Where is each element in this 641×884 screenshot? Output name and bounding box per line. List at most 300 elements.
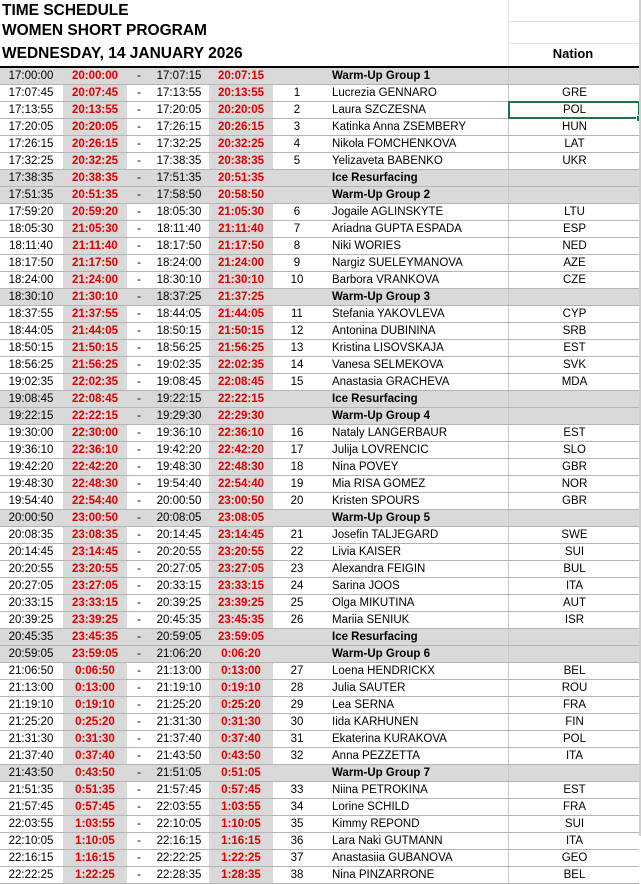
end-time-local-cell[interactable]: 20:38:35 — [209, 153, 273, 169]
start-number-cell[interactable]: 7 — [293, 223, 301, 235]
start-time-cell[interactable]: 17:51:35 — [8, 189, 54, 201]
schedule-row[interactable] — [0, 850, 639, 867]
start-number-cell[interactable] — [278, 289, 316, 305]
nation-column-header[interactable]: Nation — [552, 46, 594, 61]
nation-cell[interactable] — [508, 391, 640, 407]
schedule-row[interactable] — [0, 748, 639, 765]
time-separator[interactable]: - — [137, 325, 141, 337]
start-time-cell[interactable]: 19:48:30 — [8, 478, 54, 490]
end-time-local-cell[interactable]: 20:26:15 — [209, 119, 273, 135]
schedule-row[interactable] — [0, 782, 639, 799]
end-time-local-cell[interactable]: 0:19:10 — [209, 680, 273, 696]
start-number-cell[interactable]: 36 — [290, 835, 304, 847]
end-time-local-cell[interactable]: 22:02:35 — [209, 357, 273, 373]
start-time-cell[interactable]: 21:37:40 — [8, 750, 54, 762]
schedule-group-row[interactable] — [0, 187, 639, 204]
schedule-row[interactable] — [0, 663, 639, 680]
schedule-row[interactable] — [0, 425, 639, 442]
skater-name-cell[interactable]: Niki WORIES — [332, 240, 401, 252]
end-time-cell[interactable]: 22:28:35 — [156, 869, 202, 881]
end-time-local-cell[interactable]: 21:17:50 — [209, 238, 273, 254]
start-time-cell[interactable]: 17:59:20 — [8, 206, 54, 218]
end-time-cell[interactable]: 19:48:30 — [156, 461, 202, 473]
end-time-cell[interactable]: 19:42:20 — [156, 444, 202, 456]
nation-cell[interactable]: ITA — [508, 748, 640, 764]
start-number-cell[interactable]: 3 — [293, 121, 301, 133]
nation-cell[interactable]: NED — [508, 238, 640, 254]
segment-label-cell[interactable]: Ice Resurfacing — [332, 172, 418, 184]
start-number-cell[interactable]: 18 — [290, 461, 304, 473]
nation-cell[interactable]: MDA — [508, 374, 640, 390]
schedule-row[interactable] — [0, 578, 639, 595]
end-time-local-cell[interactable]: 22:29:30 — [209, 408, 273, 424]
skater-name-cell[interactable]: Nikola FOMCHENKOVA — [332, 138, 457, 150]
nation-cell[interactable]: ITA — [508, 833, 640, 849]
end-time-cell[interactable]: 18:50:15 — [156, 325, 202, 337]
time-separator[interactable]: - — [137, 614, 141, 626]
skater-name-cell[interactable]: Katinka Anna ZSEMBERY — [332, 121, 467, 133]
start-number-cell[interactable]: 31 — [290, 733, 304, 745]
end-time-cell[interactable]: 18:44:05 — [156, 308, 202, 320]
start-time-local-cell[interactable]: 1:16:15 — [63, 850, 127, 866]
nation-cell[interactable]: ISR — [508, 612, 640, 628]
schedule-row[interactable] — [0, 714, 639, 731]
end-time-local-cell[interactable]: 0:57:45 — [209, 782, 273, 798]
time-separator[interactable]: - — [137, 376, 141, 388]
start-time-local-cell[interactable]: 21:05:30 — [63, 221, 127, 237]
segment-label-cell[interactable]: Warm-Up Group 2 — [332, 189, 430, 201]
schedule-row[interactable] — [0, 306, 639, 323]
end-time-cell[interactable]: 21:51:05 — [156, 767, 202, 779]
start-time-cell[interactable]: 18:24:00 — [8, 274, 54, 286]
start-time-local-cell[interactable]: 23:08:35 — [63, 527, 127, 543]
nation-cell[interactable]: LAT — [508, 136, 640, 152]
time-separator[interactable]: - — [137, 512, 141, 524]
end-time-cell[interactable]: 21:57:45 — [156, 784, 202, 796]
time-separator[interactable]: - — [137, 529, 141, 541]
end-time-cell[interactable]: 22:10:05 — [156, 818, 202, 830]
start-time-cell[interactable]: 17:00:00 — [8, 70, 54, 82]
end-time-local-cell[interactable]: 22:42:20 — [209, 442, 273, 458]
start-time-local-cell[interactable]: 23:33:15 — [63, 595, 127, 611]
nation-cell[interactable]: SWE — [508, 527, 640, 543]
nation-cell[interactable] — [508, 646, 640, 662]
end-time-cell[interactable]: 19:22:15 — [156, 393, 202, 405]
end-time-cell[interactable]: 17:58:50 — [156, 189, 202, 201]
nation-cell[interactable]: SLO — [508, 442, 640, 458]
segment-label-cell[interactable]: Warm-Up Group 3 — [332, 291, 430, 303]
skater-name-cell[interactable]: Julia SAUTER — [332, 682, 406, 694]
schedule-row[interactable] — [0, 323, 639, 340]
start-time-cell[interactable]: 17:07:45 — [8, 87, 54, 99]
nation-cell[interactable]: SUI — [508, 544, 640, 560]
start-number-cell[interactable]: 28 — [290, 682, 304, 694]
start-time-local-cell[interactable]: 21:56:25 — [63, 357, 127, 373]
start-time-cell[interactable]: 21:19:10 — [8, 699, 54, 711]
nation-cell[interactable]: EST — [508, 782, 640, 798]
nation-cell[interactable]: GRE — [508, 85, 640, 101]
end-time-cell[interactable]: 21:37:40 — [156, 733, 202, 745]
start-time-cell[interactable]: 21:57:45 — [8, 801, 54, 813]
end-time-local-cell[interactable]: 22:48:30 — [209, 459, 273, 475]
end-time-local-cell[interactable]: 21:24:00 — [209, 255, 273, 271]
nation-cell[interactable] — [508, 510, 640, 526]
end-time-cell[interactable]: 19:36:10 — [156, 427, 202, 439]
start-number-cell[interactable]: 13 — [290, 342, 304, 354]
schedule-row[interactable] — [0, 799, 639, 816]
schedule-row[interactable] — [0, 357, 639, 374]
start-time-cell[interactable]: 19:54:40 — [8, 495, 54, 507]
start-time-local-cell[interactable]: 23:00:50 — [63, 510, 127, 526]
start-time-local-cell[interactable]: 20:07:45 — [63, 85, 127, 101]
start-time-cell[interactable]: 17:32:25 — [8, 155, 54, 167]
schedule-row[interactable] — [0, 561, 639, 578]
end-time-local-cell[interactable]: 23:00:50 — [209, 493, 273, 509]
start-time-local-cell[interactable]: 0:13:00 — [63, 680, 127, 696]
nation-cell[interactable]: FIN — [508, 714, 640, 730]
schedule-row[interactable] — [0, 527, 639, 544]
skater-name-cell[interactable]: Lorine SCHILD — [332, 801, 410, 813]
nation-cell[interactable]: ROU — [508, 680, 640, 696]
time-separator[interactable]: - — [137, 852, 141, 864]
segment-label-cell[interactable]: Ice Resurfacing — [332, 393, 418, 405]
skater-name-cell[interactable]: Iida KARHUNEN — [332, 716, 419, 728]
start-time-local-cell[interactable]: 1:03:55 — [63, 816, 127, 832]
time-separator[interactable]: - — [137, 767, 141, 779]
start-number-cell[interactable]: 19 — [290, 478, 304, 490]
start-time-cell[interactable]: 19:08:45 — [8, 393, 54, 405]
skater-name-cell[interactable]: Mia RISA GOMEZ — [332, 478, 426, 490]
end-time-cell[interactable]: 18:05:30 — [156, 206, 202, 218]
start-number-cell[interactable] — [278, 408, 316, 424]
time-separator[interactable]: - — [137, 291, 141, 303]
nation-cell[interactable]: FRA — [508, 799, 640, 815]
start-number-cell[interactable]: 6 — [293, 206, 301, 218]
end-time-local-cell[interactable]: 21:56:25 — [209, 340, 273, 356]
end-time-local-cell[interactable]: 1:03:55 — [209, 799, 273, 815]
start-time-cell[interactable]: 21:43:50 — [8, 767, 54, 779]
schedule-group-row[interactable] — [0, 170, 639, 187]
end-time-cell[interactable]: 17:51:35 — [156, 172, 202, 184]
start-time-cell[interactable]: 20:20:55 — [8, 563, 54, 575]
end-time-cell[interactable]: 20:59:05 — [156, 631, 202, 643]
nation-cell[interactable]: POL — [508, 102, 640, 118]
end-time-local-cell[interactable]: 22:22:15 — [209, 391, 273, 407]
segment-label-cell[interactable]: Warm-Up Group 6 — [332, 648, 430, 660]
start-time-local-cell[interactable]: 21:17:50 — [63, 255, 127, 271]
start-number-cell[interactable]: 10 — [290, 274, 304, 286]
skater-name-cell[interactable]: Julija LOVRENCIC — [332, 444, 429, 456]
end-time-local-cell[interactable]: 0:31:30 — [209, 714, 273, 730]
segment-label-cell[interactable]: Warm-Up Group 4 — [332, 410, 430, 422]
end-time-local-cell[interactable]: 22:54:40 — [209, 476, 273, 492]
start-time-cell[interactable]: 21:06:50 — [8, 665, 54, 677]
time-separator[interactable]: - — [137, 801, 141, 813]
start-number-cell[interactable] — [278, 68, 316, 84]
nation-cell[interactable] — [508, 289, 640, 305]
start-time-local-cell[interactable]: 23:39:25 — [63, 612, 127, 628]
end-time-cell[interactable]: 22:22:25 — [156, 852, 202, 864]
start-time-local-cell[interactable]: 23:20:55 — [63, 561, 127, 577]
end-time-cell[interactable]: 19:02:35 — [156, 359, 202, 371]
start-number-cell[interactable]: 17 — [290, 444, 304, 456]
end-time-local-cell[interactable]: 23:27:05 — [209, 561, 273, 577]
start-number-cell[interactable] — [278, 170, 316, 186]
end-time-local-cell[interactable]: 1:16:15 — [209, 833, 273, 849]
start-time-local-cell[interactable]: 20:38:35 — [63, 170, 127, 186]
skater-name-cell[interactable]: Lara Naki GUTMANN — [332, 835, 443, 847]
end-time-local-cell[interactable]: 23:20:55 — [209, 544, 273, 560]
skater-name-cell[interactable]: Nargiz SUELEYMANOVA — [332, 257, 463, 269]
skater-name-cell[interactable]: Anna PEZZETTA — [332, 750, 420, 762]
skater-name-cell[interactable]: Kristina LISOVSKAJA — [332, 342, 444, 354]
time-separator[interactable]: - — [137, 87, 141, 99]
nation-cell[interactable]: GEO — [508, 850, 640, 866]
start-time-cell[interactable]: 19:02:35 — [8, 376, 54, 388]
start-time-local-cell[interactable]: 0:06:50 — [63, 663, 127, 679]
start-time-cell[interactable]: 20:00:50 — [8, 512, 54, 524]
end-time-cell[interactable]: 20:00:50 — [156, 495, 202, 507]
nation-cell[interactable]: SUI — [508, 816, 640, 832]
end-time-cell[interactable]: 21:31:30 — [156, 716, 202, 728]
start-number-cell[interactable]: 11 — [291, 308, 303, 320]
end-time-cell[interactable]: 18:56:25 — [156, 342, 202, 354]
skater-name-cell[interactable]: Ekaterina KURAKOVA — [332, 733, 447, 745]
schedule-row[interactable] — [0, 493, 639, 510]
time-separator[interactable]: - — [137, 308, 141, 320]
skater-name-cell[interactable]: Lea SERNA — [332, 699, 395, 711]
start-time-cell[interactable]: 20:45:35 — [8, 631, 54, 643]
end-time-cell[interactable]: 21:06:20 — [156, 648, 202, 660]
end-time-cell[interactable]: 19:29:30 — [156, 410, 202, 422]
start-time-local-cell[interactable]: 22:54:40 — [63, 493, 127, 509]
schedule-row[interactable] — [0, 340, 639, 357]
start-number-cell[interactable]: 38 — [290, 869, 304, 881]
time-separator[interactable]: - — [137, 665, 141, 677]
schedule-group-row[interactable] — [0, 391, 639, 408]
skater-name-cell[interactable]: Sarina JOOS — [332, 580, 400, 592]
segment-label-cell[interactable]: Warm-Up Group 1 — [332, 70, 430, 82]
end-time-cell[interactable]: 20:14:45 — [156, 529, 202, 541]
start-time-cell[interactable]: 18:56:25 — [8, 359, 54, 371]
schedule-group-row[interactable] — [0, 68, 639, 85]
end-time-cell[interactable]: 22:16:15 — [156, 835, 202, 847]
start-time-local-cell[interactable]: 21:24:00 — [63, 272, 127, 288]
end-time-local-cell[interactable]: 23:39:25 — [209, 595, 273, 611]
skater-name-cell[interactable]: Nina PINZARRONE — [332, 869, 435, 881]
schedule-row[interactable] — [0, 867, 639, 884]
end-time-cell[interactable]: 18:30:10 — [156, 274, 202, 286]
end-time-cell[interactable]: 21:43:50 — [156, 750, 202, 762]
schedule-row[interactable] — [0, 238, 639, 255]
start-time-cell[interactable]: 18:11:40 — [9, 240, 53, 252]
schedule-group-row[interactable] — [0, 629, 639, 646]
schedule-row[interactable] — [0, 680, 639, 697]
skater-name-cell[interactable]: Barbora VRANKOVA — [332, 274, 440, 286]
end-time-local-cell[interactable]: 0:25:20 — [209, 697, 273, 713]
segment-label-cell[interactable]: Ice Resurfacing — [332, 631, 418, 643]
start-time-local-cell[interactable]: 23:14:45 — [63, 544, 127, 560]
time-separator[interactable]: - — [137, 784, 141, 796]
time-separator[interactable]: - — [137, 699, 141, 711]
time-separator[interactable]: - — [137, 206, 141, 218]
start-time-cell[interactable]: 19:22:15 — [8, 410, 54, 422]
schedule-row[interactable] — [0, 85, 639, 102]
end-time-local-cell[interactable]: 1:10:05 — [209, 816, 273, 832]
end-time-local-cell[interactable]: 22:36:10 — [209, 425, 273, 441]
time-separator[interactable]: - — [137, 563, 141, 575]
start-time-cell[interactable]: 22:22:25 — [8, 869, 54, 881]
start-time-local-cell[interactable]: 22:36:10 — [63, 442, 127, 458]
skater-name-cell[interactable]: Vanesa SELMEKOVA — [332, 359, 444, 371]
schedule-row[interactable] — [0, 544, 639, 561]
end-time-local-cell[interactable]: 20:07:15 — [209, 68, 273, 84]
time-separator[interactable]: - — [137, 546, 141, 558]
segment-label-cell[interactable]: Warm-Up Group 7 — [332, 767, 430, 779]
time-separator[interactable]: - — [137, 70, 141, 82]
end-time-cell[interactable]: 17:26:15 — [156, 121, 202, 133]
start-time-cell[interactable]: 17:20:05 — [8, 121, 54, 133]
nation-cell[interactable]: FRA — [508, 697, 640, 713]
skater-name-cell[interactable]: Josefin TALJEGARD — [332, 529, 439, 541]
end-time-local-cell[interactable]: 20:51:35 — [209, 170, 273, 186]
start-time-local-cell[interactable]: 0:25:20 — [63, 714, 127, 730]
time-separator[interactable]: - — [137, 240, 141, 252]
nation-cell[interactable]: LTU — [508, 204, 640, 220]
time-separator[interactable]: - — [137, 427, 141, 439]
end-time-cell[interactable]: 20:08:05 — [156, 512, 202, 524]
nation-cell[interactable] — [508, 68, 640, 84]
schedule-row[interactable] — [0, 272, 639, 289]
start-time-cell[interactable]: 21:25:20 — [8, 716, 54, 728]
start-time-local-cell[interactable]: 20:20:05 — [63, 119, 127, 135]
time-separator[interactable]: - — [137, 818, 141, 830]
schedule-group-row[interactable] — [0, 408, 639, 425]
start-number-cell[interactable]: 5 — [293, 155, 301, 167]
start-number-cell[interactable]: 26 — [290, 614, 304, 626]
schedule-row[interactable] — [0, 136, 639, 153]
end-time-cell[interactable]: 18:11:40 — [157, 223, 201, 235]
start-number-cell[interactable]: 30 — [290, 716, 304, 728]
start-time-local-cell[interactable]: 20:13:55 — [63, 102, 127, 118]
start-number-cell[interactable]: 8 — [293, 240, 301, 252]
start-time-local-cell[interactable]: 0:19:10 — [63, 697, 127, 713]
end-time-cell[interactable]: 20:39:25 — [156, 597, 202, 609]
start-time-cell[interactable]: 21:31:30 — [8, 733, 54, 745]
end-time-cell[interactable]: 17:38:35 — [156, 155, 202, 167]
nation-cell[interactable]: CYP — [508, 306, 640, 322]
end-time-local-cell[interactable]: 21:44:05 — [209, 306, 273, 322]
schedule-group-row[interactable] — [0, 646, 639, 663]
skater-name-cell[interactable]: Olga MIKUTINA — [332, 597, 415, 609]
schedule-row[interactable] — [0, 119, 639, 136]
time-separator[interactable]: - — [137, 750, 141, 762]
nation-cell[interactable] — [508, 629, 640, 645]
start-time-cell[interactable]: 21:51:35 — [8, 784, 54, 796]
schedule-row[interactable] — [0, 476, 639, 493]
start-number-cell[interactable] — [278, 629, 316, 645]
time-separator[interactable]: - — [137, 478, 141, 490]
time-separator[interactable]: - — [137, 648, 141, 660]
start-time-local-cell[interactable]: 1:10:05 — [63, 833, 127, 849]
end-time-cell[interactable]: 18:37:25 — [156, 291, 202, 303]
nation-cell[interactable] — [508, 765, 640, 781]
segment-label-cell[interactable]: Warm-Up Group 5 — [332, 512, 430, 524]
nation-cell[interactable]: GBR — [508, 459, 640, 475]
skater-name-cell[interactable]: Livia KAISER — [332, 546, 402, 558]
start-time-cell[interactable]: 19:42:20 — [8, 461, 54, 473]
time-separator[interactable]: - — [137, 274, 141, 286]
start-time-local-cell[interactable]: 23:59:05 — [63, 646, 127, 662]
end-time-cell[interactable]: 17:13:55 — [156, 87, 202, 99]
start-time-local-cell[interactable]: 22:30:00 — [63, 425, 127, 441]
end-time-local-cell[interactable]: 23:08:05 — [209, 510, 273, 526]
start-time-local-cell[interactable]: 22:42:20 — [63, 459, 127, 475]
schedule-group-row[interactable] — [0, 765, 639, 782]
end-time-local-cell[interactable]: 0:43:50 — [209, 748, 273, 764]
start-time-local-cell[interactable]: 0:37:40 — [63, 748, 127, 764]
schedule-row[interactable] — [0, 221, 639, 238]
start-time-local-cell[interactable]: 21:37:55 — [63, 306, 127, 322]
time-separator[interactable]: - — [137, 597, 141, 609]
end-time-local-cell[interactable]: 21:37:25 — [209, 289, 273, 305]
skater-name-cell[interactable]: Niina PETROKINA — [332, 784, 428, 796]
schedule-row[interactable] — [0, 816, 639, 833]
start-time-local-cell[interactable]: 22:02:35 — [63, 374, 127, 390]
start-number-cell[interactable]: 37 — [290, 852, 304, 864]
start-time-local-cell[interactable]: 20:00:00 — [63, 68, 127, 84]
start-time-cell[interactable]: 22:16:15 — [8, 852, 54, 864]
end-time-cell[interactable]: 17:20:05 — [156, 104, 202, 116]
nation-cell[interactable]: SVK — [508, 357, 640, 373]
nation-cell[interactable]: EST — [508, 425, 640, 441]
end-time-cell[interactable]: 21:13:00 — [156, 665, 202, 677]
end-time-local-cell[interactable]: 1:22:25 — [209, 850, 273, 866]
start-time-cell[interactable]: 20:33:15 — [8, 597, 54, 609]
time-separator[interactable]: - — [137, 631, 141, 643]
time-separator[interactable]: - — [137, 155, 141, 167]
end-time-cell[interactable]: 19:54:40 — [156, 478, 202, 490]
time-separator[interactable]: - — [137, 393, 141, 405]
end-time-local-cell[interactable]: 21:50:15 — [209, 323, 273, 339]
end-time-cell[interactable]: 21:19:10 — [156, 682, 202, 694]
start-number-cell[interactable] — [278, 187, 316, 203]
end-time-cell[interactable]: 20:45:35 — [156, 614, 202, 626]
schedule-row[interactable] — [0, 731, 639, 748]
time-separator[interactable]: - — [137, 189, 141, 201]
end-time-local-cell[interactable]: 0:06:20 — [209, 646, 273, 662]
schedule-row[interactable] — [0, 459, 639, 476]
end-time-local-cell[interactable]: 0:37:40 — [209, 731, 273, 747]
start-time-local-cell[interactable]: 20:26:15 — [63, 136, 127, 152]
start-number-cell[interactable]: 25 — [290, 597, 304, 609]
start-time-local-cell[interactable]: 22:08:45 — [63, 391, 127, 407]
start-time-cell[interactable]: 17:26:15 — [8, 138, 54, 150]
time-separator[interactable]: - — [137, 733, 141, 745]
skater-name-cell[interactable]: Mariia SENIUK — [332, 614, 410, 626]
skater-name-cell[interactable]: Ariadna GUPTA ESPADA — [332, 223, 462, 235]
start-time-local-cell[interactable]: 0:43:50 — [63, 765, 127, 781]
nation-cell[interactable]: BEL — [508, 867, 640, 883]
nation-cell[interactable]: ESP — [508, 221, 640, 237]
time-separator[interactable]: - — [137, 410, 141, 422]
nation-cell[interactable]: HUN — [508, 119, 640, 135]
end-time-cell[interactable]: 18:24:00 — [156, 257, 202, 269]
start-number-cell[interactable]: 15 — [290, 376, 304, 388]
nation-cell[interactable]: GBR — [508, 493, 640, 509]
start-time-local-cell[interactable]: 21:11:40 — [63, 238, 127, 254]
end-time-local-cell[interactable]: 21:05:30 — [209, 204, 273, 220]
